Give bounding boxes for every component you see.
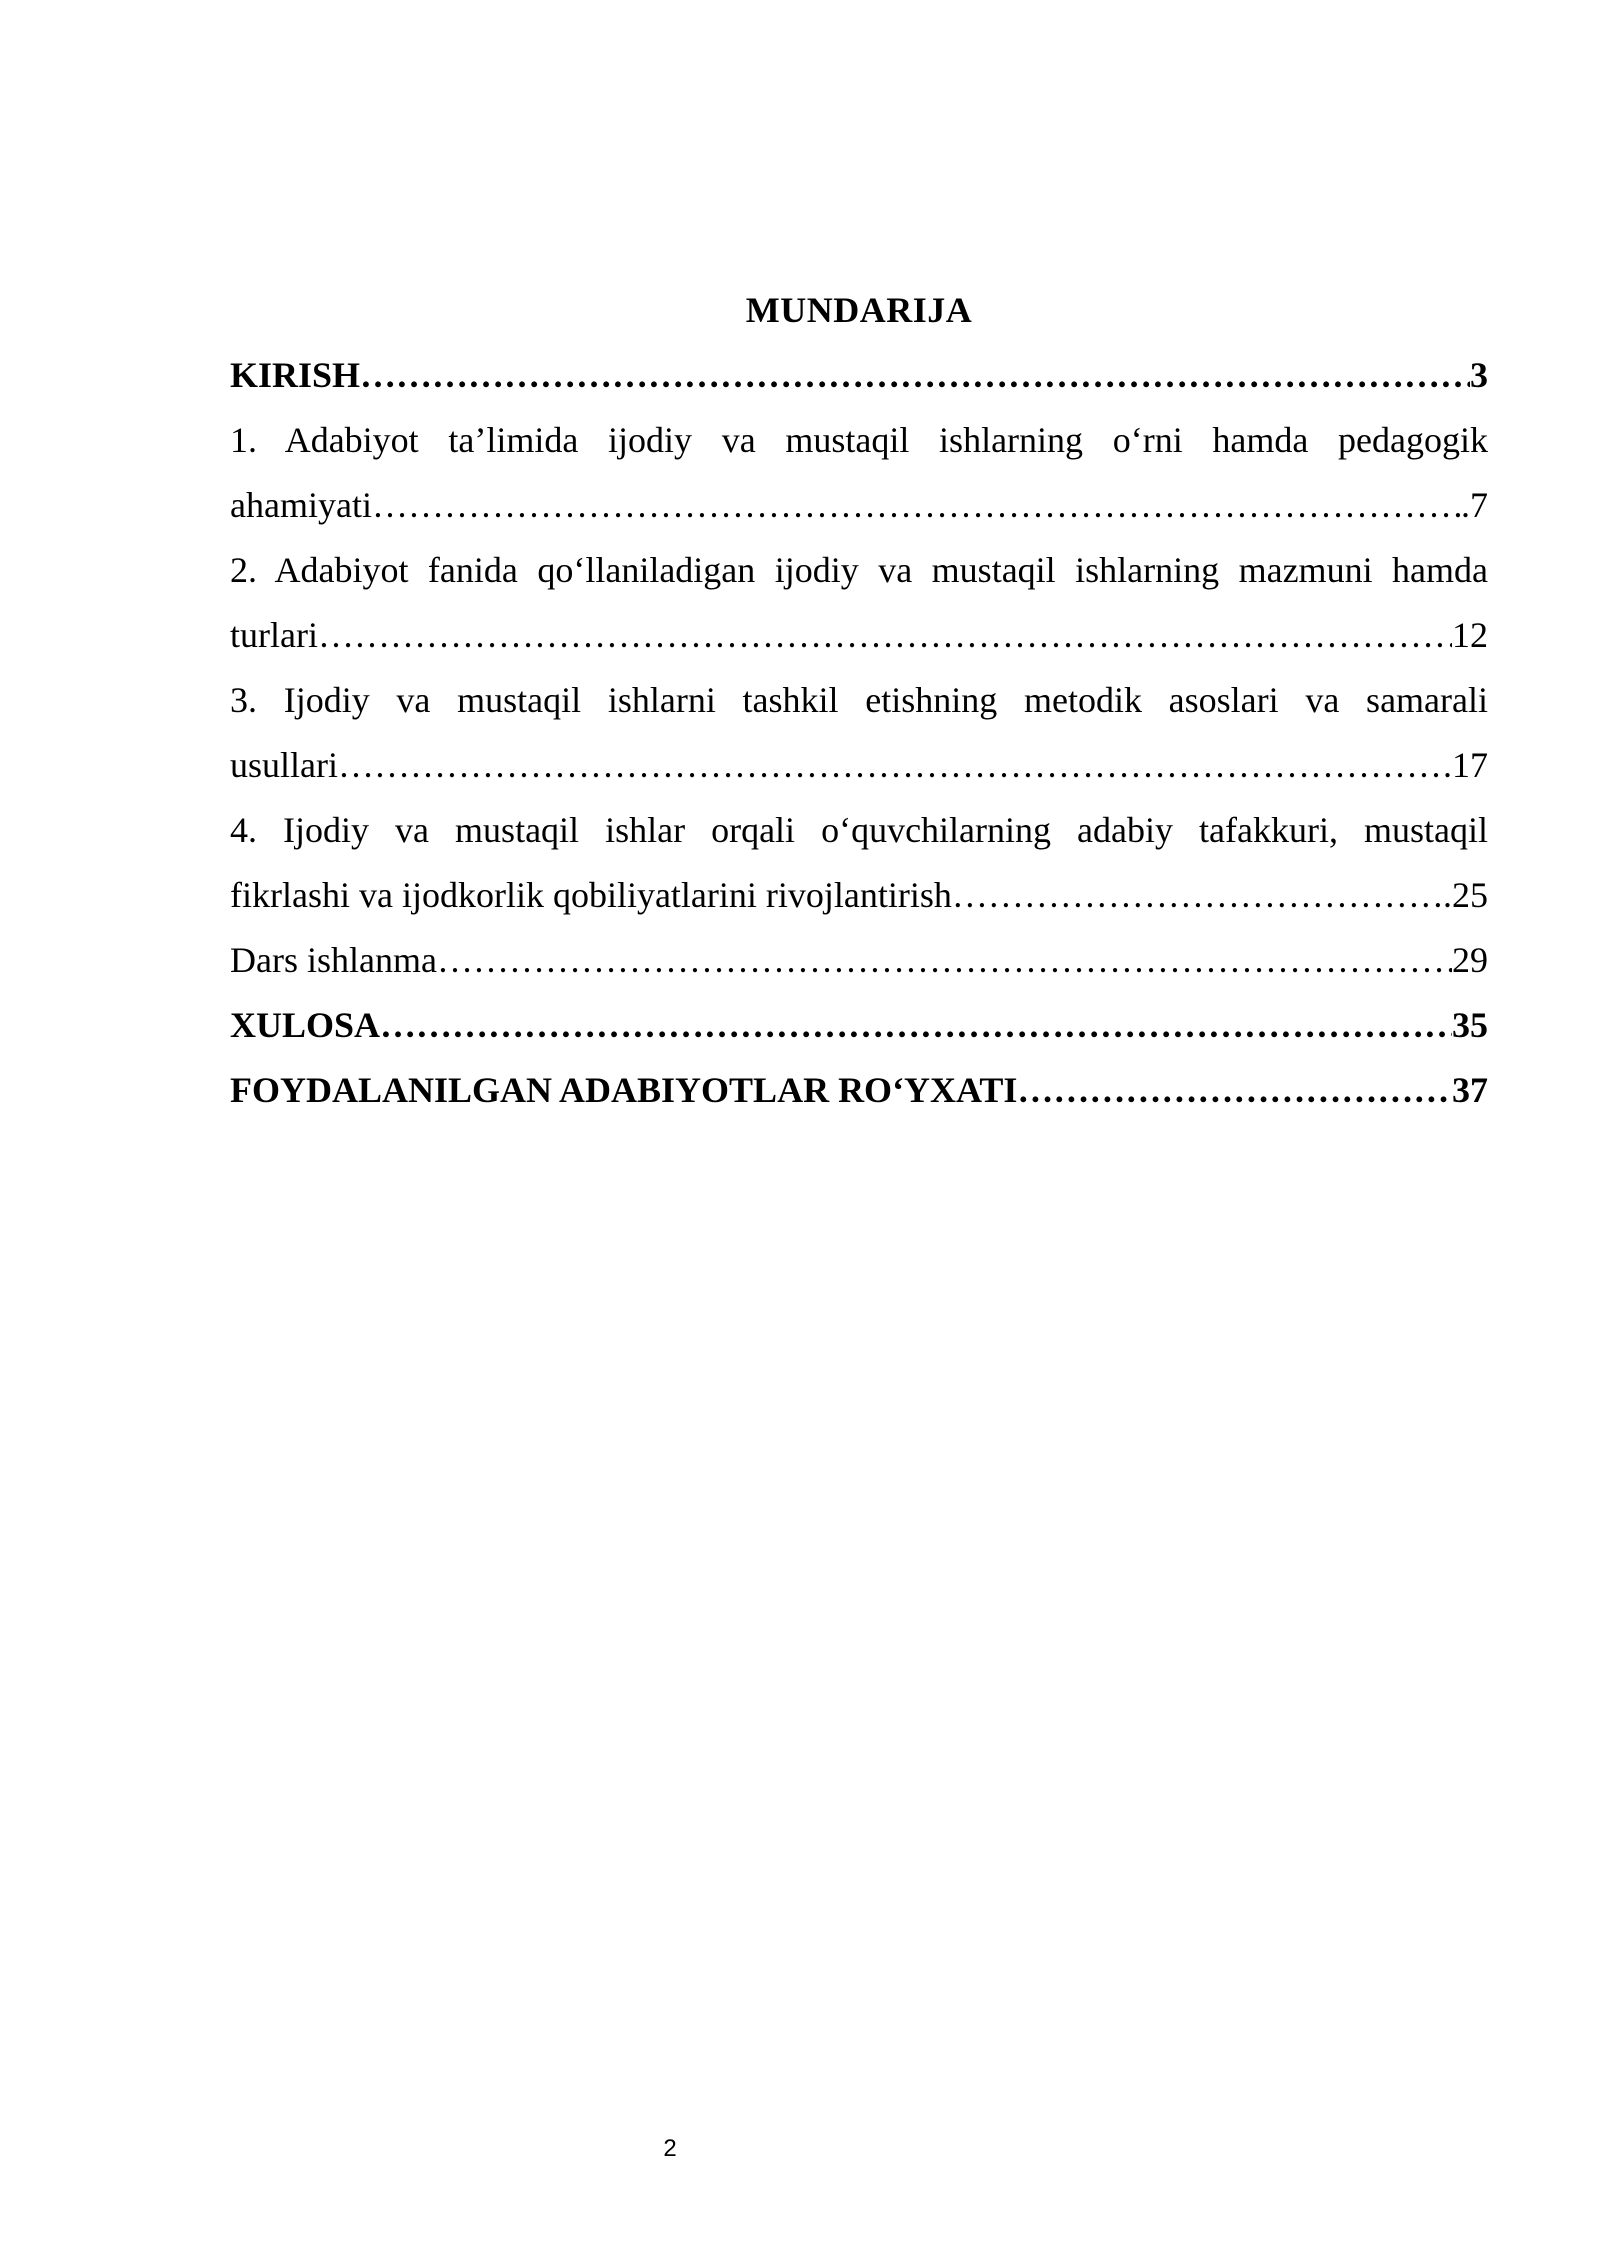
dot-leader: [437, 928, 1452, 993]
toc-entry-adabiyotlar: [230, 1058, 1488, 1123]
toc-entry-page: 12: [1452, 615, 1488, 655]
toc-entry-text: turlari: [230, 615, 318, 655]
toc-entry-title-line: 3. Ijodiy va mustaqil ishlarni tashkil etishning metodik asoslari va samarali: [230, 680, 1488, 720]
toc-entry-2: [230, 538, 1488, 668]
dot-leader: [380, 993, 1452, 1058]
dot-leader: [372, 473, 1461, 538]
toc-entry-page: 37: [1452, 1070, 1488, 1110]
toc-entry-xulosa: [230, 993, 1488, 1058]
toc-entry-text: Dars ishlanma: [230, 940, 437, 980]
page-number: 2: [663, 2135, 677, 2162]
toc-entry-title-line: 4. Ijodiy va mustaqil ishlar orqali o‘quvchilarning adabiy tafakkuri, mustaqil: [230, 810, 1488, 850]
toc-entry-text: XULOSA: [230, 1005, 381, 1045]
toc-entry-3: [230, 668, 1488, 798]
dot-leader: [338, 733, 1443, 798]
dot-leader: [360, 343, 1470, 408]
toc-title: MUNDARIJA: [745, 290, 973, 330]
toc-entry-text: FOYDALANILGAN ADABIYOTLAR RO‘YXATI: [230, 1070, 1018, 1110]
toc-entry-title-line: 2. Adabiyot fanida qo‘llaniladigan ijodiy va mustaqil ishlarning mazmuni hamda: [230, 550, 1488, 590]
toc-entry-page: .25: [1443, 875, 1488, 915]
toc-entry-text: ahamiyati: [230, 485, 372, 525]
toc-entry-page: 35: [1452, 1005, 1488, 1045]
dot-leader: [318, 603, 1452, 668]
toc-entry-page: .7: [1461, 485, 1488, 525]
toc-entry-text: KIRISH: [230, 355, 361, 395]
toc-entry-kirish: [230, 343, 1488, 408]
toc-entry-page: 29: [1452, 940, 1488, 980]
toc-entry-title-line: 1. Adabiyot ta’limida ijodiy va mustaqil ishlarning o‘rni hamda pedagogik: [230, 420, 1488, 460]
toc-entry-dars-ishlanma: [230, 928, 1488, 993]
toc-entry-page: .17: [1443, 745, 1488, 785]
toc-entry-text: fikrlashi va ijodkorlik qobiliyatlarini rivojlantirish: [230, 875, 952, 915]
toc-entry-page: 3: [1470, 355, 1488, 395]
toc-entry-4: [230, 798, 1488, 928]
dot-leader: [1017, 1058, 1452, 1123]
toc-entry-1: [230, 408, 1488, 538]
table-of-contents: [230, 278, 1488, 1123]
dot-leader: [952, 863, 1443, 928]
toc-entry-text: usullari: [230, 745, 338, 785]
